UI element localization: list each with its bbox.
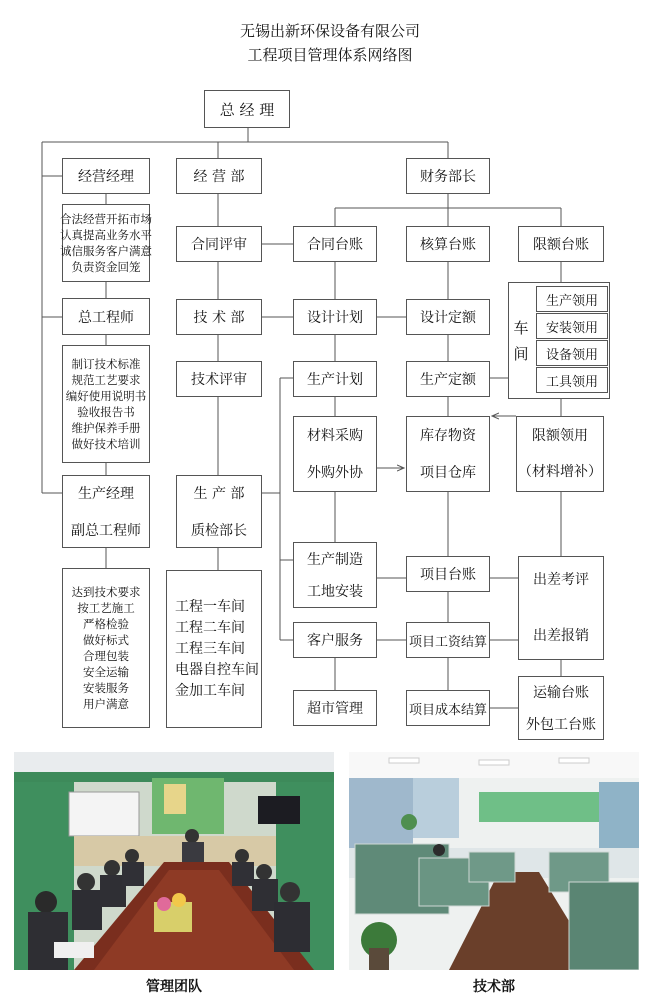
node-finance-chief: 财务部长: [406, 158, 490, 194]
node-quota-ledger: 限额台账: [518, 226, 604, 262]
node-design-plan: 设计计划: [293, 299, 377, 335]
label-workshop-2: 间: [510, 342, 532, 364]
node-tech-review: 技术评审: [176, 361, 262, 397]
node-supermarket-mgmt: 超市管理: [293, 690, 377, 726]
node-contract-review: 合同评审: [176, 226, 262, 262]
list-item: 电器自控车间: [175, 661, 259, 678]
node-material-purchase: 材料采购: [294, 419, 376, 451]
list-item: 做好技术培训: [71, 437, 141, 451]
node-design-quota: 设计定额: [406, 299, 490, 335]
list-quality-duties: [62, 568, 150, 728]
list-item: 维护保养手册: [71, 421, 141, 435]
node-project-ledger: 项目台账: [406, 556, 490, 592]
list-item: 工程一车间: [175, 598, 245, 615]
node-transport-ledger: 运输台账: [519, 678, 603, 706]
node-inventory: 库存物资: [407, 419, 489, 451]
node-outsourcing: 外购外协: [294, 456, 376, 488]
list-item: 按工艺施工: [77, 601, 135, 615]
node-customer-service: 客户服务: [293, 622, 377, 658]
node-site-installation: 工地安装: [294, 576, 376, 605]
list-item: 达到技术要求: [71, 585, 141, 599]
node-production-plan: 生产计划: [293, 361, 377, 397]
node-project-warehouse: 项目仓库: [407, 456, 489, 488]
node-material-supplement: （材料增补）: [518, 456, 602, 486]
list-item: 验收报告书: [77, 405, 135, 419]
list-item: 金加工车间: [175, 682, 245, 699]
tech-dept-photo: [349, 752, 639, 970]
node-deputy-chief-engineer: 副总工程师: [63, 515, 149, 545]
node-equipment-claim: 设备领用: [536, 340, 608, 366]
node-production-claim: 生产领用: [536, 286, 608, 312]
company-name: 无锡出新环保设备有限公司: [239, 22, 420, 40]
node-quota-claim: 限额领用: [518, 420, 602, 450]
label-workshop-1: 车: [510, 316, 532, 338]
list-item: 负责资金回笼: [71, 260, 141, 274]
node-wage-settlement: 项目工资结算: [406, 622, 490, 658]
caption-tech-dept: 技术部: [473, 979, 515, 995]
node-business-dept: 经 营 部: [176, 158, 262, 194]
node-production-dept: 生 产 部: [177, 478, 261, 508]
list-workshops: [166, 570, 262, 728]
node-manufacturing: 生产制造: [294, 544, 376, 573]
node-accounting-ledger: 核算台账: [406, 226, 490, 262]
list-item: 安全运输: [83, 665, 129, 679]
node-business-manager: 经营经理: [62, 158, 150, 194]
node-travel-reimbursement: 出差报销: [519, 618, 603, 652]
list-item: 编好使用说明书: [65, 389, 147, 403]
node-cost-settlement: 项目成本结算: [406, 690, 490, 726]
list-item: 安装服务: [83, 681, 129, 695]
node-qc-chief: 质检部长: [177, 515, 261, 545]
list-item: 严格检验: [83, 617, 129, 631]
node-tool-claim: 工具领用: [536, 367, 608, 393]
list-item: 合法经营开拓市场: [60, 212, 152, 226]
node-installation-claim: 安装领用: [536, 313, 608, 339]
node-tech-dept: 技 术 部: [176, 299, 262, 335]
management-team-photo: [14, 752, 334, 970]
caption-management-team: 管理团队: [146, 979, 202, 995]
node-production-quota: 生产定额: [406, 361, 490, 397]
office-image: [349, 752, 639, 970]
node-contract-ledger: 合同台账: [293, 226, 377, 262]
list-item: 合理包装: [83, 649, 129, 663]
node-general-manager: 总 经 理: [204, 90, 290, 128]
list-item: 制订技术标准: [71, 357, 141, 371]
node-travel-evaluation: 出差考评: [519, 562, 603, 596]
diagram-title: 工程项目管理体系网络图: [247, 46, 413, 64]
node-chief-engineer: 总工程师: [62, 298, 150, 335]
list-item: 工程三车间: [175, 640, 245, 657]
meeting-room-image: [14, 752, 334, 970]
node-production-manager: 生产经理: [63, 478, 149, 508]
list-item: 工程二车间: [175, 619, 245, 636]
list-item: 做好标式: [83, 633, 129, 647]
list-item: 诚信服务客户满意: [60, 244, 152, 258]
list-item: 规范工艺要求: [71, 373, 141, 387]
list-business-duties: [62, 204, 150, 282]
list-item: 用户满意: [83, 697, 129, 711]
list-item: 认真提高业务水平: [60, 228, 152, 242]
list-tech-duties: [62, 345, 150, 463]
node-outsource-ledger: 外包工台账: [519, 710, 603, 738]
